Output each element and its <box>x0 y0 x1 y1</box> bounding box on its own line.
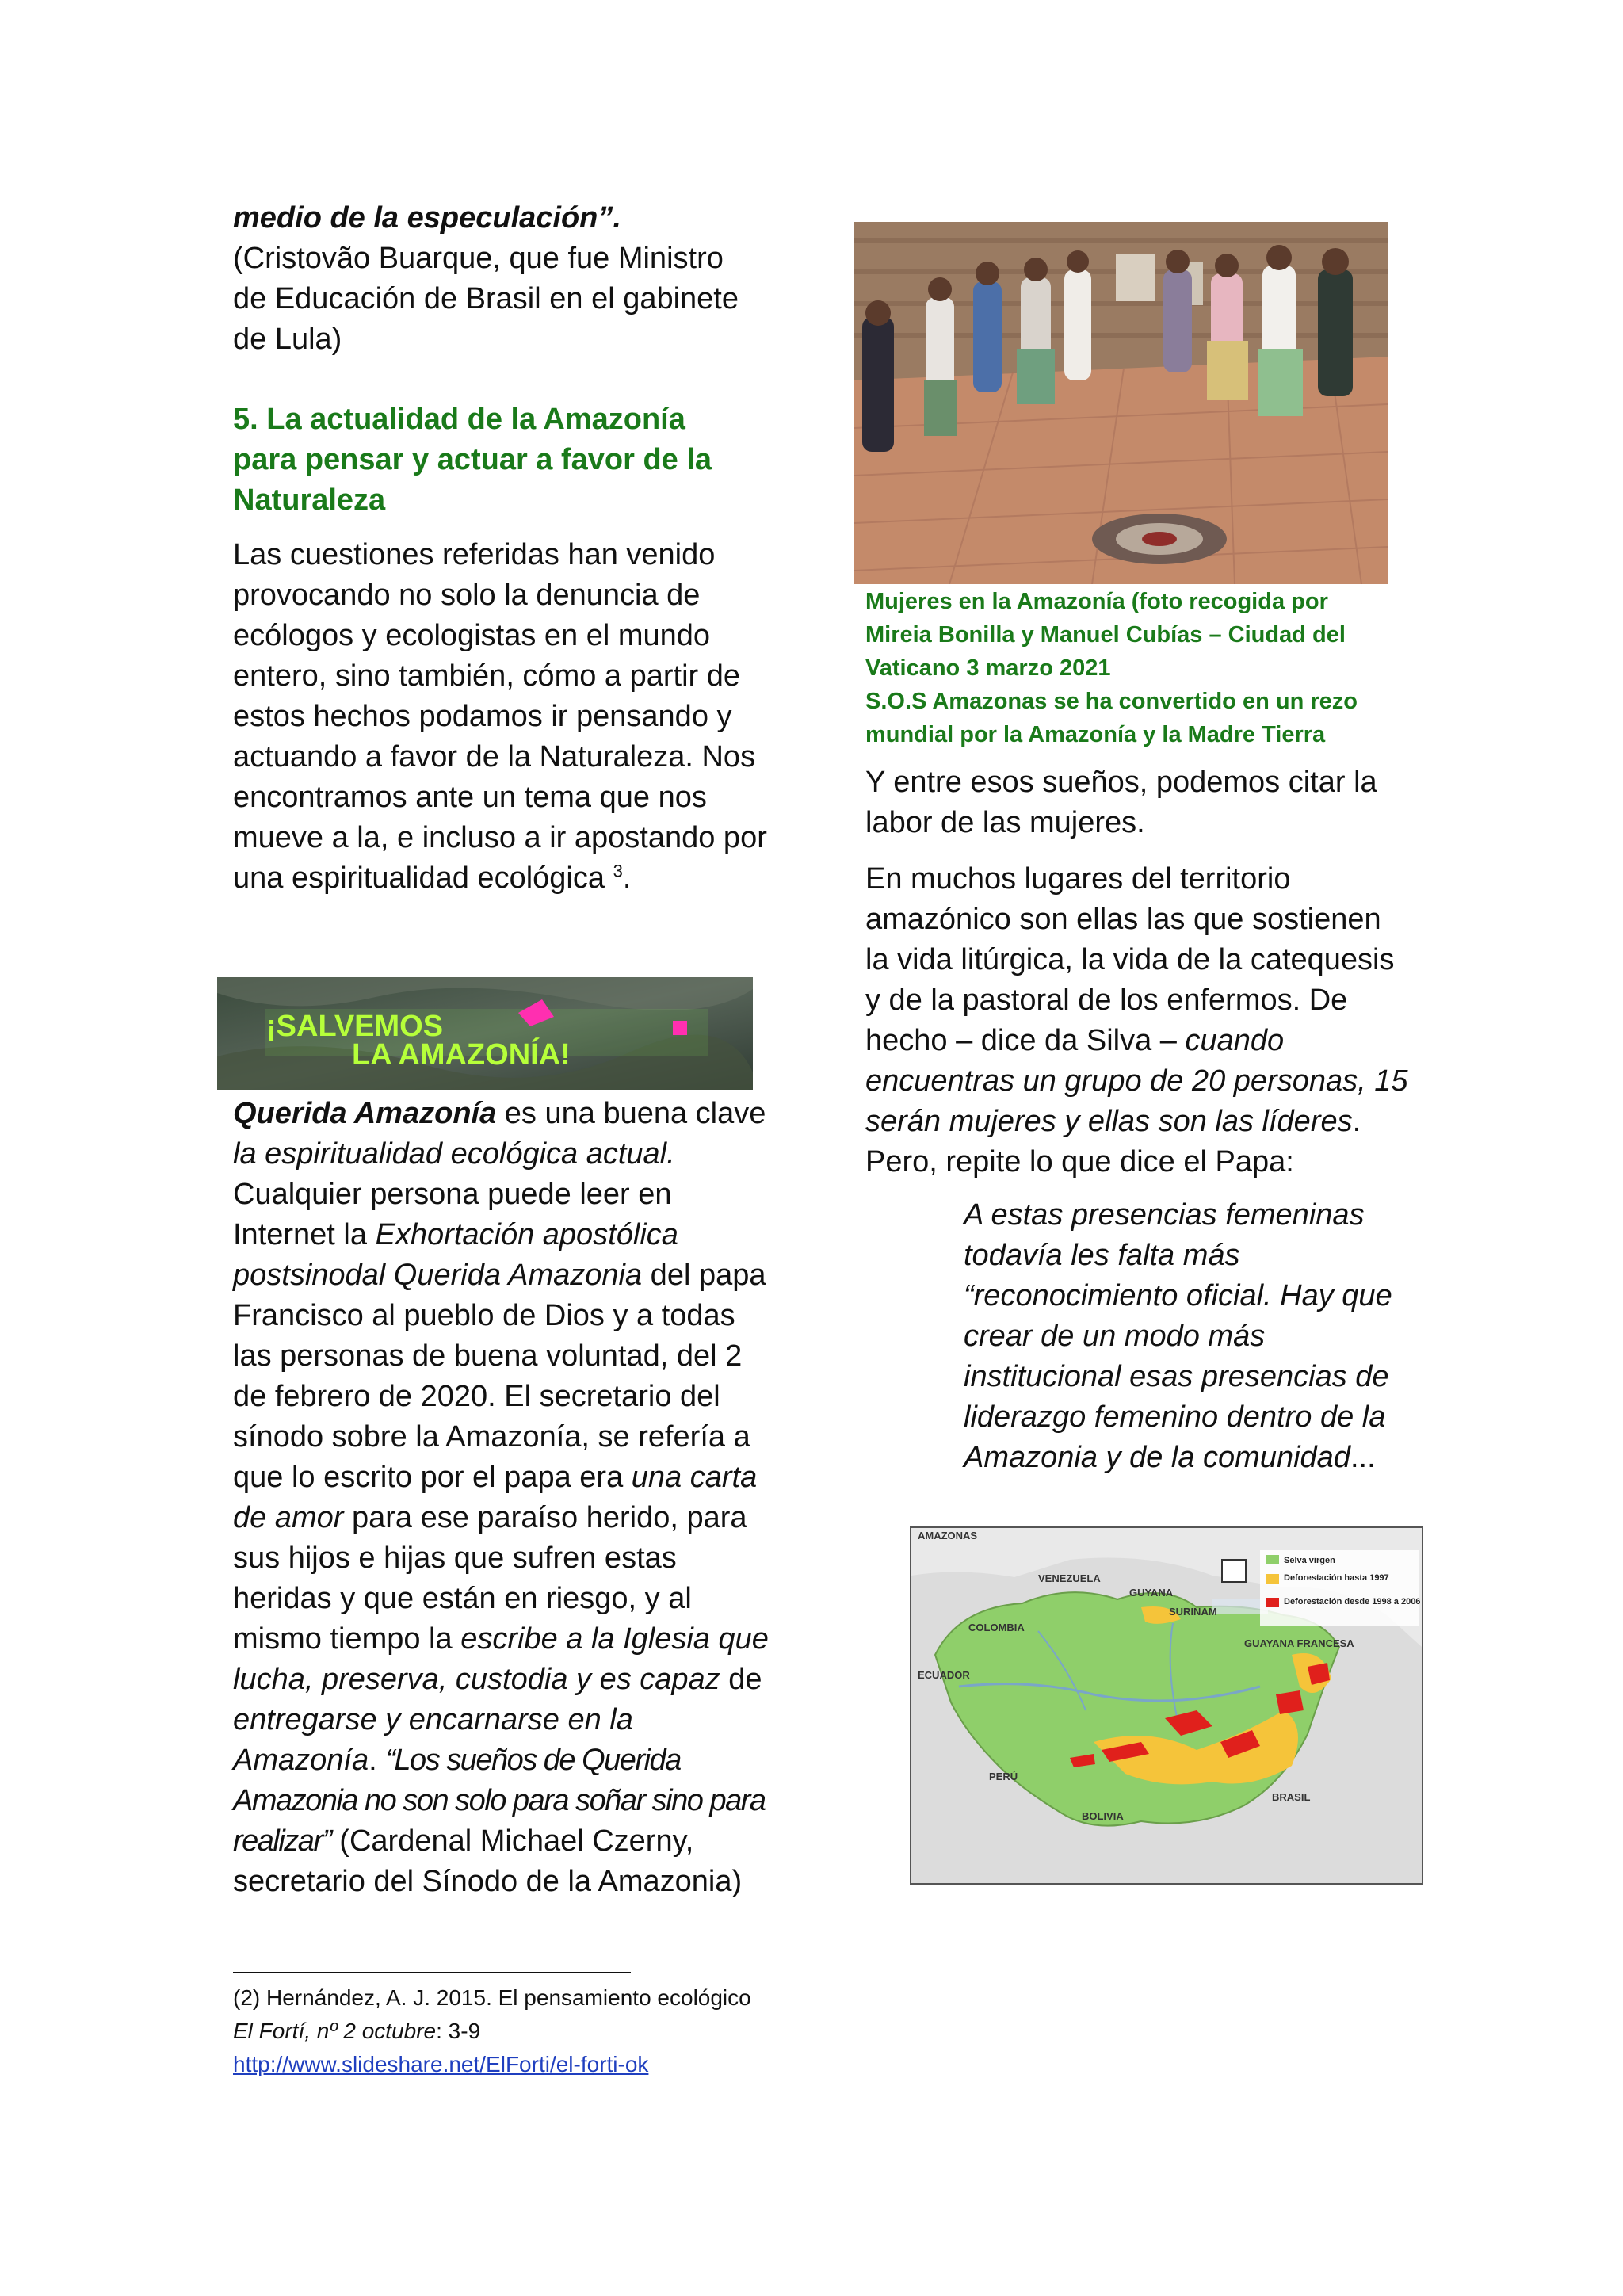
journal-name: El Fortí, nº 2 octubre <box>233 2019 437 2043</box>
footnote-ref[interactable]: 3 <box>613 861 623 881</box>
text-run-italic: la espiritualidad ecológica actual. <box>233 1137 675 1171</box>
footnote <box>233 1981 804 2081</box>
paragraph-spirituality <box>233 535 780 899</box>
quote-text: A estas presencias femeninas todavía les falta más “reconocimiento oficial. Hay que crear de un modo más institucional esas presencias de liderazgo femenino dentro de la Amazonia y de la comunidad <box>964 1198 1392 1474</box>
quote-attribution: (Cristovão Buarque, que fue Ministro de Educación de Brasil en el gabinete de Lula) <box>233 242 739 356</box>
quote-ellipsis: ... <box>1350 1441 1376 1474</box>
country-ecuador: ECUADOR <box>918 1669 970 1681</box>
amazon-deforestation-map <box>910 1526 1423 1885</box>
querida-title: Querida Amazonía <box>233 1097 497 1130</box>
journal-pages: : 3-9 <box>436 2019 481 2043</box>
text-run: de <box>720 1663 762 1696</box>
sos-caption: S.O.S Amazonas se ha convertido en un rezo mundial por la Amazonía y la Madre Tierra <box>865 689 1358 747</box>
text-run-italic: una carta de amor <box>233 1461 758 1534</box>
women-amazon-photo <box>854 222 1388 584</box>
paragraph-querida <box>233 1094 780 1902</box>
right-column <box>865 585 1420 1478</box>
country-guayana-francesa: GUAYANA FRANCESA <box>1244 1637 1354 1649</box>
text-run: es una buena clave <box>496 1097 766 1130</box>
text-run: En muchos lugares del territorio amazónico son ellas las que sostienen la vida litúrgica, la vida de la catequesis y de la pastoral de los enfermos. De hecho – dice da Silva – <box>865 862 1395 1057</box>
footnote-link[interactable]: http://www.slideshare.net/ElForti/el-forti-ok <box>233 2052 649 2076</box>
paragraph-mujeres <box>865 859 1412 1182</box>
pope-quote <box>964 1195 1423 1478</box>
text-run-italic: entregarse y encarnarse en la Amazonía <box>233 1703 633 1777</box>
banner-line2: LA AMAZONÍA! <box>352 1038 571 1072</box>
left-column-lower <box>233 1094 788 1902</box>
text-run: (Cardenal Michael Czerny, secretario del Sínodo de la Amazonia) <box>233 1824 743 1898</box>
photo-image <box>854 222 1388 584</box>
footnote-rule <box>233 1972 631 1973</box>
photo-caption: Mujeres en la Amazonía (foto recogida por Mireia Bonilla y Manuel Cubías – Ciudad del Vaticano 3 marzo 2021 <box>865 589 1346 681</box>
text-run: . <box>369 1744 386 1777</box>
legend-defor-97: Deforestación hasta 1997 <box>1284 1573 1389 1583</box>
quote-end: medio de la especulación”. <box>233 201 621 235</box>
inset-icon <box>1222 1560 1246 1582</box>
text-run-italic: cuando encuentras un grupo de 20 personas, 15 serán mujeres y ellas son las líderes <box>865 1024 1408 1138</box>
text-run-italic: escribe a la Iglesia que lucha, preserva, custodia y es capaz <box>233 1622 769 1696</box>
country-guyana: GUYANA <box>1129 1587 1174 1599</box>
left-column <box>233 198 788 899</box>
banner-line1: ¡SALVEMOS <box>266 1010 444 1043</box>
map-title: AMAZONAS <box>918 1530 978 1541</box>
salvemos-banner <box>217 977 753 1090</box>
paragraph-text: Las cuestiones referidas han venido provocando no solo la denuncia de ecólogos y ecologistas en el mundo entero, sino también, cómo a partir de estos hechos podamos ir pensando y actuando a favor de la Naturaleza. Nos encontramos ante un tema que nos mueve a la, e incluso a ir apostando por una espiritualidad ecológica <box>233 538 767 895</box>
legend-defor-06: Deforestación desde 1998 a 2006 <box>1284 1597 1421 1606</box>
text-run: Cualquier persona puede leer en Internet la <box>233 1178 672 1251</box>
country-venezuela: VENEZUELA <box>1038 1572 1101 1584</box>
legend-forest: Selva virgen <box>1284 1556 1335 1565</box>
country-bolivia: BOLIVIA <box>1082 1810 1124 1822</box>
paragraph-suenos: Y entre esos sueños, podemos citar la labor de las mujeres. <box>865 766 1377 839</box>
text-run: para ese paraíso herido, para sus hijos e hijas que sufren estas heridas y que están en riesgo, y al mismo tiempo la <box>233 1501 747 1656</box>
map-image <box>911 1528 1422 1883</box>
text-run: del papa Francisco al pueblo de Dios y a todas las personas de buena voluntad, del 2 de febrero de 2020. El secretario del sínodo sobre la Amazonía, se refería a que lo escrito por el papa era <box>233 1259 766 1494</box>
country-colombia: COLOMBIA <box>968 1622 1025 1633</box>
banner-image <box>217 977 753 1090</box>
country-surinam: SURINAM <box>1169 1606 1217 1618</box>
footnote-line1: (2) Hernández, A. J. 2015. El pensamiento ecológico <box>233 1985 751 2010</box>
czerny-quote: “Los sueños de Querida Amazonia no son solo para soñar sino para realizar” <box>233 1744 766 1858</box>
country-brasil: BRASIL <box>1272 1791 1311 1803</box>
paragraph-end: . <box>622 861 632 895</box>
text-run-italic: Exhortación apostólica postsinodal Querida Amazonia <box>233 1218 678 1292</box>
footnote-line2 <box>233 2015 804 2048</box>
section-heading: 5. La actualidad de la Amazonía para pensar y actuar a favor de la Naturaleza <box>233 403 712 517</box>
country-peru: PERÚ <box>989 1771 1018 1782</box>
text-run: . Pero, repite lo que dice el Papa: <box>865 1105 1361 1179</box>
